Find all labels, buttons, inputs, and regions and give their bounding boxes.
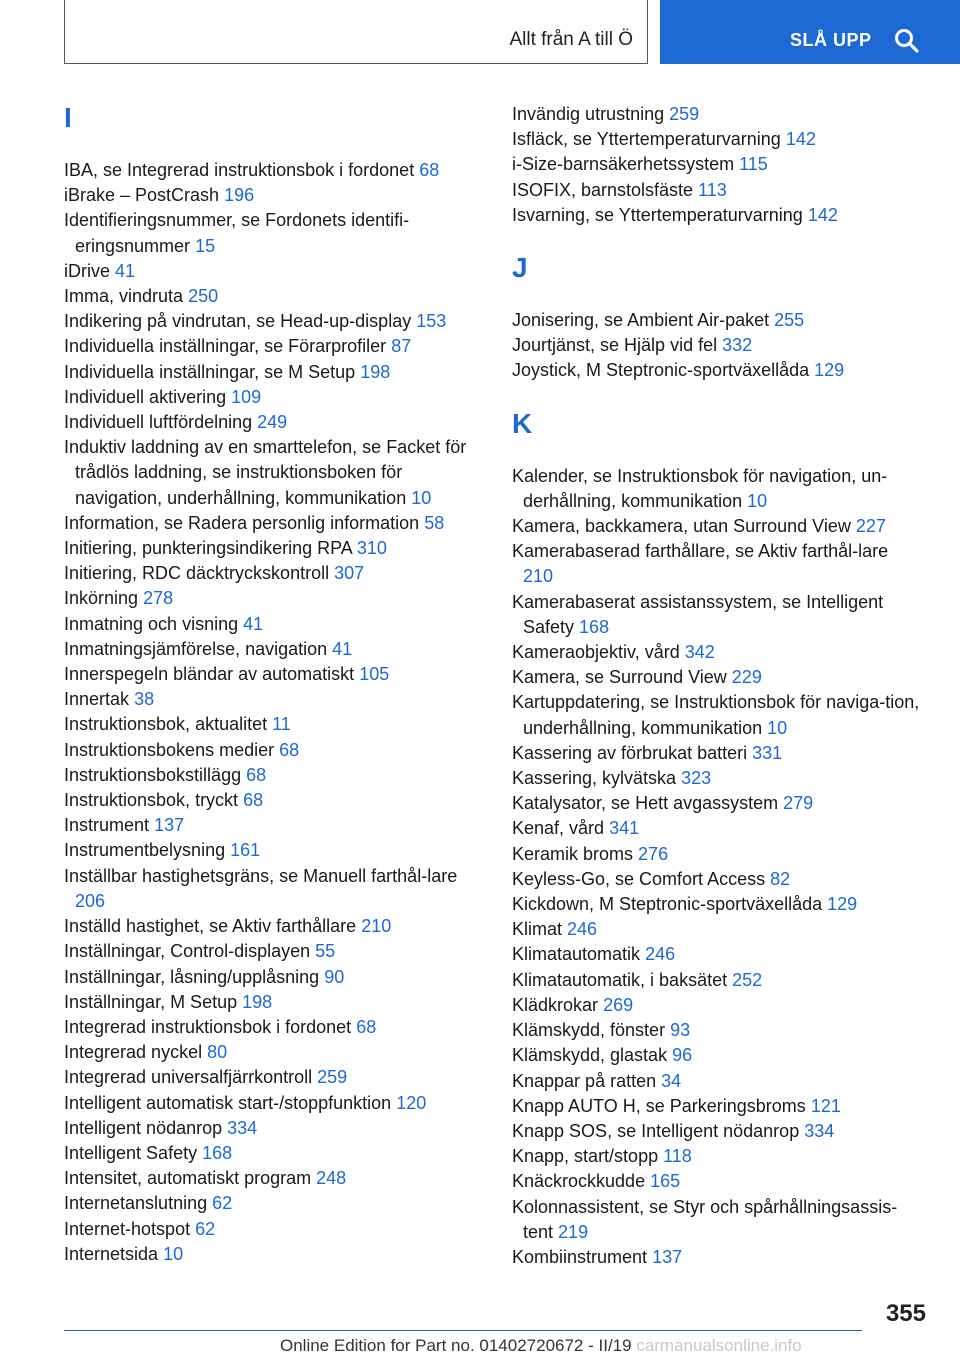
entry-text: iDrive	[64, 260, 111, 281]
page-link[interactable]: 80	[207, 1042, 228, 1063]
index-entry	[512, 1119, 922, 1144]
entry-text: Imma, vindruta	[64, 286, 184, 307]
page-link[interactable]: 68	[356, 1016, 377, 1037]
index-entry	[512, 539, 922, 589]
page-link[interactable]: 96	[672, 1045, 693, 1066]
page-link[interactable]: 113	[698, 179, 727, 200]
entry-text: Invändig utrustning	[512, 104, 665, 124]
entry-text: Individuell luftfördelning	[64, 412, 253, 433]
entry-text: i-Size-barnsäkerhetssystem	[512, 154, 735, 175]
page-link[interactable]: 142	[807, 204, 838, 225]
page-link[interactable]: 68	[279, 739, 300, 760]
entry-text: Klämskydd, glastak	[512, 1045, 668, 1066]
page-link[interactable]: 55	[315, 941, 336, 962]
index-entry	[512, 333, 922, 358]
entry-text: Kombiinstrument	[512, 1246, 648, 1267]
entry-text: Instrument	[64, 815, 150, 836]
page-link[interactable]: 249	[257, 412, 288, 433]
entry-text: Kamera, se Surround View	[512, 667, 727, 688]
index-entry	[512, 1169, 922, 1194]
index-entry	[512, 1069, 922, 1094]
index-entry	[64, 788, 474, 813]
search-icon	[894, 28, 920, 54]
page-link[interactable]: 87	[391, 336, 412, 357]
section-gap	[512, 440, 922, 464]
index-entry	[512, 1043, 922, 1068]
entry-text: Integrerad universalfjärrkontroll	[64, 1067, 313, 1088]
page-link[interactable]: 246	[567, 919, 598, 940]
page-link[interactable]: 323	[681, 768, 712, 789]
index-entry	[64, 1065, 474, 1090]
page-link[interactable]: 246	[645, 944, 676, 965]
entry-text: Internet-hotspot	[64, 1218, 191, 1239]
entry-text: Klämskydd, fönster	[512, 1020, 666, 1041]
page-link[interactable]: 259	[669, 104, 700, 124]
section-letter: I	[64, 102, 72, 133]
index-entry	[64, 687, 474, 712]
page-link[interactable]: 38	[134, 689, 155, 710]
entry-text: Kamera, backkamera, utan Surround View	[512, 516, 851, 537]
page-link[interactable]: 276	[638, 843, 669, 864]
index-entry	[512, 766, 922, 791]
index-entry	[64, 435, 474, 511]
page-link[interactable]: 161	[230, 840, 261, 861]
page-link[interactable]: 10	[767, 717, 788, 738]
index-entry	[512, 640, 922, 665]
page-link[interactable]: 41	[115, 260, 136, 281]
footer	[280, 1336, 802, 1356]
entry-text: ISOFIX, barnstolsfäste	[512, 179, 694, 200]
entry-text: Isvarning, se Yttertemperaturvarning	[512, 204, 803, 225]
page-link[interactable]: 168	[579, 616, 610, 637]
page-link[interactable]: 250	[188, 286, 219, 307]
page-link[interactable]: 10	[747, 490, 768, 511]
entry-text: Inställbar hastighetsgräns, se Manuell farthål-lare	[64, 865, 458, 886]
page-link[interactable]: 109	[231, 386, 262, 407]
index-entry	[64, 158, 474, 183]
page-link[interactable]: 255	[774, 310, 805, 331]
entry-text: Initiering, RDC däcktryckskontroll	[64, 563, 330, 584]
entry-text: Information, se Radera personlig information	[64, 512, 420, 533]
page-link[interactable]: 41	[332, 638, 353, 659]
page-link[interactable]: 341	[609, 818, 640, 839]
index-entry	[512, 892, 922, 917]
section-letter: J	[512, 252, 528, 284]
page-link[interactable]: 248	[316, 1168, 347, 1189]
entry-text: Internetanslutning	[64, 1193, 208, 1214]
page-number: 355	[885, 1300, 926, 1327]
entry-text: IBA, se Integrerad instruktionsbok i fordonet	[64, 160, 415, 180]
entry-text: Klimatautomatik	[512, 944, 641, 965]
index-entry	[512, 1094, 922, 1119]
page-link[interactable]: 142	[785, 129, 816, 150]
page-link[interactable]: 331	[752, 742, 783, 763]
entry-text: Kartuppdatering, se Instruktionsbok för naviga-tion, underhållning, kommunikation	[512, 692, 920, 738]
index-entry	[64, 612, 474, 637]
page-link[interactable]: 129	[827, 894, 858, 915]
entry-text: Inkörning	[64, 588, 139, 609]
index-entry	[64, 183, 474, 208]
index-entry	[512, 1245, 922, 1270]
search-button[interactable]	[660, 0, 960, 64]
entry-text: Inställningar, M Setup	[64, 991, 238, 1012]
page-link[interactable]: 252	[732, 969, 763, 990]
page-link[interactable]: 198	[242, 991, 273, 1012]
index-entry	[64, 561, 474, 586]
page-link[interactable]: 307	[334, 563, 365, 584]
index-entry	[64, 309, 474, 334]
page-link[interactable]: 342	[684, 642, 715, 663]
index-entry	[512, 127, 922, 152]
index-entry	[64, 763, 474, 788]
index-entry	[64, 1091, 474, 1116]
entry-text: Kamerabaserad farthållare, se Aktiv farthål-lare	[512, 541, 889, 562]
index-entry	[512, 102, 922, 127]
search-button-label: SLÅ UPP	[790, 30, 872, 50]
page-link[interactable]: 279	[783, 793, 814, 814]
entry-text: Keramik broms	[512, 843, 634, 864]
entry-text: Intensitet, automatiskt program	[64, 1168, 312, 1189]
watermark: carmanualsonline.info	[636, 1336, 802, 1355]
entry-text: Knapp, start/stopp	[512, 1146, 659, 1167]
index-entry	[64, 586, 474, 611]
page-link[interactable]: 68	[243, 790, 264, 811]
page-link[interactable]: 219	[558, 1221, 589, 1242]
page-link[interactable]: 229	[731, 667, 762, 688]
page-link[interactable]: 210	[523, 566, 554, 587]
entry-text: Integrerad instruktionsbok i fordonet	[64, 1016, 352, 1037]
page-link[interactable]: 129	[814, 360, 845, 381]
index-entry	[64, 1015, 474, 1040]
page-link[interactable]: 278	[143, 588, 174, 609]
entry-text: Individuella inställningar, se Förarprofiler	[64, 336, 387, 357]
entry-text: Klimatautomatik, i baksätet	[512, 969, 728, 990]
index-entry	[64, 259, 474, 284]
page-link[interactable]: 82	[770, 868, 791, 889]
index-entry	[64, 410, 474, 435]
footer-divider	[64, 1330, 862, 1331]
index-entry	[512, 1144, 922, 1169]
entry-text: Kenaf, vård	[512, 818, 605, 839]
page-link[interactable]: 168	[202, 1142, 233, 1163]
index-entry	[512, 178, 922, 203]
page-link[interactable]: 198	[360, 361, 391, 382]
index-entry	[64, 990, 474, 1015]
section-letter: K	[512, 407, 533, 439]
entry-text: Instrumentbelysning	[64, 840, 226, 861]
index-entry	[512, 741, 922, 766]
index-entry	[64, 738, 474, 763]
index-entry	[64, 662, 474, 687]
index-entry	[512, 464, 922, 514]
entry-text: Knapp AUTO H, se Parkeringsbroms	[512, 1095, 806, 1116]
entry-text: Innertak	[64, 689, 130, 710]
page-link[interactable]: 227	[855, 516, 886, 537]
index-entry	[64, 385, 474, 410]
entry-text: Individuell aktivering	[64, 386, 227, 407]
page-link[interactable]: 62	[195, 1218, 216, 1239]
page-link[interactable]: 137	[154, 815, 185, 836]
entry-text: Individuella inställningar, se M Setup	[64, 361, 356, 382]
index-entry	[64, 360, 474, 385]
page-link[interactable]: 334	[227, 1117, 258, 1138]
section-gap	[512, 384, 922, 408]
header-title: Allt från A till Ö	[509, 29, 633, 50]
page-link[interactable]: 41	[243, 613, 264, 634]
index-entry	[64, 1242, 474, 1267]
page-link[interactable]: 93	[670, 1020, 691, 1041]
index-entry	[512, 665, 922, 690]
section-gap	[512, 228, 922, 252]
index-entry	[64, 536, 474, 561]
page-link[interactable]: 105	[359, 664, 390, 685]
page-link[interactable]: 15	[195, 235, 216, 256]
index-entry	[512, 590, 922, 640]
entry-text: Intelligent Safety	[64, 1142, 198, 1163]
index-entry	[64, 511, 474, 536]
entry-text: Knappar på ratten	[512, 1070, 657, 1091]
index-entry	[64, 965, 474, 990]
index-entry	[64, 334, 474, 359]
entry-text: Integrerad nyckel	[64, 1042, 203, 1063]
entry-text: Initiering, punkteringsindikering RPA	[64, 538, 352, 559]
index-entry	[512, 514, 922, 539]
page-link[interactable]: 118	[663, 1146, 692, 1167]
index-entry	[512, 690, 922, 740]
entry-text: Induktiv laddning av en smarttelefon, se Facket för trådlös laddning, se instruktionsboken för navigation, underhållning, kommunikation	[64, 437, 467, 508]
entry-text: Identifieringsnummer, se Fordonets identifi-eringsnummer	[64, 210, 410, 256]
page-link[interactable]: 62	[212, 1193, 233, 1214]
index-entry	[64, 208, 474, 258]
index-entry	[512, 152, 922, 177]
entry-text: Instruktionsbokstillägg	[64, 764, 242, 785]
index-entry	[64, 637, 474, 662]
index-entry	[64, 813, 474, 838]
page-link[interactable]: 120	[396, 1092, 427, 1113]
entry-text: Innerspegeln bländar av automatiskt	[64, 664, 355, 685]
index-entry	[512, 867, 922, 892]
entry-text: Klimat	[512, 919, 563, 940]
entry-text: Joystick, M Steptronic-sportväxellåda	[512, 360, 810, 381]
index-entry	[512, 358, 922, 383]
entry-text: Keyless-Go, se Comfort Access	[512, 868, 766, 889]
index-entry	[512, 816, 922, 841]
page-link[interactable]: 68	[419, 160, 440, 180]
entry-text: Instruktionsbok, aktualitet	[64, 714, 268, 735]
entry-text: Kassering, kylvätska	[512, 768, 677, 789]
index-entry	[64, 1217, 474, 1242]
entry-text: Kalender, se Instruktionsbok för navigation, un-derhållning, kommunikation	[512, 465, 888, 511]
page-link[interactable]: 334	[804, 1120, 835, 1141]
index-entry	[512, 308, 922, 333]
entry-text: Indikering på vindrutan, se Head-up-display	[64, 311, 412, 332]
entry-text: Instruktionsbok, tryckt	[64, 790, 239, 811]
page-link[interactable]: 153	[416, 311, 447, 332]
entry-text: Katalysator, se Hett avgassystem	[512, 793, 779, 814]
index-entry	[64, 1141, 474, 1166]
index-entry	[512, 942, 922, 967]
index-entry	[512, 1018, 922, 1043]
entry-text: Isfläck, se Yttertemperaturvarning	[512, 129, 781, 150]
page-link[interactable]: 165	[650, 1171, 681, 1192]
page-link[interactable]: 206	[75, 890, 106, 911]
entry-text: Instruktionsbokens medier	[64, 739, 275, 760]
entry-text: Inställd hastighet, se Aktiv farthållare	[64, 916, 357, 937]
index-column-right	[512, 102, 922, 1270]
index-entry	[64, 864, 474, 914]
page-link[interactable]: 115	[739, 154, 768, 175]
entry-text: Inställningar, Control-displayen	[64, 941, 311, 962]
entry-text: Intelligent nödanrop	[64, 1117, 223, 1138]
index-entry	[64, 1040, 474, 1065]
index-entry	[512, 993, 922, 1018]
page-link[interactable]: 121	[810, 1095, 841, 1116]
index-entry	[64, 1116, 474, 1141]
entry-text: Inställningar, låsning/upplåsning	[64, 966, 320, 987]
entry-text: Internetsida	[64, 1243, 159, 1264]
page-link[interactable]: 332	[722, 335, 753, 356]
page-link[interactable]: 269	[603, 994, 634, 1015]
index-entry	[64, 712, 474, 737]
entry-text: iBrake – PostCrash	[64, 185, 220, 206]
entry-text: Inmatning och visning	[64, 613, 239, 634]
page-link[interactable]: 210	[361, 916, 392, 937]
index-entry	[512, 968, 922, 993]
entry-text: Knapp SOS, se Intelligent nödanrop	[512, 1120, 800, 1141]
entry-text: Klädkrokar	[512, 994, 599, 1015]
page-link[interactable]: 10	[163, 1243, 184, 1264]
index-entry	[64, 284, 474, 309]
index-entry	[512, 917, 922, 942]
page-link[interactable]: 310	[356, 538, 387, 559]
page-link[interactable]: 90	[324, 966, 345, 987]
index-column-left	[64, 102, 474, 1267]
entry-text: Inmatningsjämförelse, navigation	[64, 638, 328, 659]
entry-text: Jonisering, se Ambient Air-paket	[512, 310, 770, 331]
section-gap	[64, 134, 474, 158]
entry-text: Kolonnassistent, se Styr och spårhållningsassis-tent	[512, 1196, 898, 1242]
section-gap	[512, 284, 922, 308]
page-link[interactable]: 137	[652, 1246, 683, 1267]
index-entry	[512, 1195, 922, 1245]
index-entry	[64, 1166, 474, 1191]
index-entry	[512, 842, 922, 867]
page-link[interactable]: 58	[424, 512, 445, 533]
entry-text: Knäckrockkudde	[512, 1171, 646, 1192]
entry-text: Kassering av förbrukat batteri	[512, 742, 748, 763]
entry-text: Jourtjänst, se Hjälp vid fel	[512, 335, 718, 356]
index-entry	[64, 1191, 474, 1216]
index-entry	[64, 914, 474, 939]
page-link[interactable]: 34	[661, 1070, 682, 1091]
index-entry	[64, 939, 474, 964]
entry-text: Kameraobjektiv, vård	[512, 642, 680, 663]
index-entry	[64, 838, 474, 863]
index-entry	[512, 203, 922, 228]
page-link[interactable]: 259	[317, 1067, 348, 1088]
page-link[interactable]: 196	[224, 185, 255, 206]
edition-text: Online Edition for Part no. 01402720672 - II/19	[280, 1336, 632, 1355]
page-link[interactable]: 11	[272, 714, 291, 735]
page-link[interactable]: 10	[411, 487, 432, 508]
entry-text: Kamerabaserat assistanssystem, se Intelligent Safety	[512, 591, 884, 637]
entry-text: Kickdown, M Steptronic-sportväxellåda	[512, 894, 823, 915]
index-entry	[512, 791, 922, 816]
entry-text: Intelligent automatisk start-/stoppfunktion	[64, 1092, 392, 1113]
header-tab	[64, 0, 648, 64]
page-link[interactable]: 68	[246, 764, 267, 785]
